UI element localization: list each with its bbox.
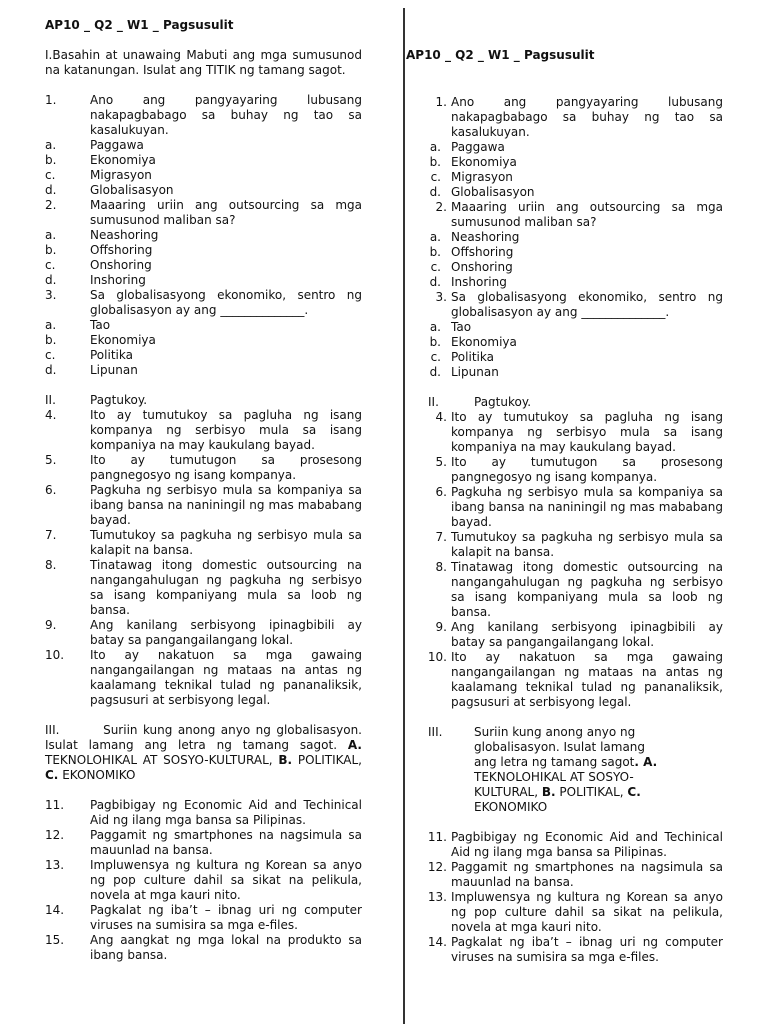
question-item [406, 485, 723, 530]
question-text: Pagbibigay ng Economic Aid and Techinical Aid ng ilang mga bansa sa Pilipinas. [451, 830, 723, 859]
answer-option [45, 138, 362, 153]
question-item [406, 830, 723, 860]
option-text: Politika [451, 350, 494, 364]
answer-option [406, 260, 723, 275]
question-item [406, 410, 723, 455]
question-number: 10. [427, 650, 447, 664]
part3-instruction-right: III. Suriin kung anong anyo ng globalisasyon. Isulat lamang ang letra ng tamang sagot. A. TEKNOLOHIKAL AT SOSYO-KULTURAL, B. POLITIKAL, C. EKONOMIKO [428, 725, 658, 814]
question-item [45, 453, 362, 483]
question-item [406, 455, 723, 485]
answer-option [406, 365, 723, 380]
answer-option [406, 230, 723, 245]
question-number: 1. [45, 93, 57, 107]
question-text: Sa globalisasyong ekonomiko, sentro ng globalisasyon ay ang ______________. [90, 288, 362, 317]
answer-option [45, 183, 362, 198]
answer-option [406, 335, 723, 350]
option-text: Onshoring [451, 260, 513, 274]
question-text: Tinatawag itong domestic outsourcing na nangangahulugan ng pagkuha ng serbisyo sa isang kompaniyang mula sa loob ng bansa. [451, 560, 723, 619]
option-text: Lipunan [90, 363, 138, 377]
question-number: 12. [45, 828, 65, 842]
question-number: 11. [45, 798, 65, 812]
question-number: 4. [435, 410, 447, 424]
option-letter: a. [429, 140, 441, 154]
question-number: 6. [45, 483, 57, 497]
question-item [45, 933, 362, 963]
question-text: Maaaring uriin ang outsourcing sa mga sumusunod maliban sa? [451, 200, 723, 229]
question-text: Ito ay tumutugon sa prosesong pangnegosyo ng isang kompanya. [90, 453, 362, 482]
question-item [45, 198, 362, 228]
question-text: Tumutukoy sa pagkuha ng serbisyo mula sa kalapit na bansa. [451, 530, 723, 559]
option-letter: c. [45, 348, 56, 362]
option-text: Tao [451, 320, 472, 334]
question-text: Ano ang pangyayaring lubusang nakapagbabago sa buhay ng tao sa kasalukuyan. [451, 95, 723, 139]
option-letter: c. [45, 168, 56, 182]
question-number: 4. [45, 408, 57, 422]
part1-questions [45, 93, 362, 378]
question-item [45, 483, 362, 528]
question-number: 14. [427, 935, 447, 949]
question-number: 5. [45, 453, 57, 467]
question-text: Ang kanilang serbisyong ipinagbibili ay batay sa pangangailangang lokal. [451, 620, 723, 649]
question-item [406, 530, 723, 560]
option-letter: d. [429, 365, 441, 379]
question-text: Impluwensya ng kultura ng Korean sa anyo ng pop culture dahil sa sikat na pelikula, novela at mga kauri nito. [451, 890, 723, 934]
option-letter: b. [429, 245, 441, 259]
question-number: 6. [435, 485, 447, 499]
option-letter: b. [45, 333, 57, 347]
option-letter: b. [45, 243, 57, 257]
question-text: Ito ay tumutugon sa prosesong pangnegosyo ng isang kompanya. [451, 455, 723, 484]
question-number: 13. [427, 890, 447, 904]
answer-option [406, 140, 723, 155]
question-text: Tumutukoy sa pagkuha ng serbisyo mula sa kalapit na bansa. [90, 528, 362, 557]
question-item [406, 95, 723, 140]
option-letter: a. [429, 320, 441, 334]
part2-heading: II. Pagtukoy. [45, 393, 148, 407]
question-text: Maaaring uriin ang outsourcing sa mga sumusunod maliban sa? [90, 198, 362, 227]
part3-questions [45, 798, 362, 963]
answer-option [45, 153, 362, 168]
answer-option [45, 318, 362, 333]
question-number: 5. [435, 455, 447, 469]
question-text: Pagkalat ng iba’t – ibnag uri ng computer viruses na sumisira sa mga e-files. [451, 935, 723, 964]
option-text: Inshoring [90, 273, 146, 287]
option-text: Ekonomiya [451, 335, 517, 349]
option-letter: c. [430, 260, 441, 274]
question-item [45, 903, 362, 933]
question-number: 8. [45, 558, 57, 572]
question-number: 2. [45, 198, 57, 212]
answer-option [45, 243, 362, 258]
option-letter: c. [430, 350, 441, 364]
answer-option [406, 350, 723, 365]
answer-option [406, 320, 723, 335]
question-text: Paggamit ng smartphones na nagsimula sa mauunlad na bansa. [451, 860, 723, 889]
column-divider [403, 8, 405, 1024]
question-item [406, 560, 723, 620]
question-number: 13. [45, 858, 65, 872]
answer-option [45, 363, 362, 378]
answer-option [45, 228, 362, 243]
option-letter: d. [429, 275, 441, 289]
question-item [406, 650, 723, 710]
question-number: 11. [427, 830, 447, 844]
answer-option [406, 155, 723, 170]
question-text: Ito ay tumutukoy sa pagluha ng isang kompanya ng serbisyo mula sa isang kompaniya na may kaukulang bayad. [451, 410, 723, 454]
question-text: Ang kanilang serbisyong ipinagbibili ay batay sa pangangailangang lokal. [90, 618, 362, 647]
question-number: 8. [435, 560, 447, 574]
question-number: 3. [435, 290, 447, 304]
question-text: Pagkuha ng serbisyo mula sa kompaniya sa ibang bansa na naniningil ng mas mababang bayad. [90, 483, 362, 527]
option-letter: c. [45, 258, 56, 272]
question-number: 2. [435, 200, 447, 214]
option-text: Lipunan [451, 365, 499, 379]
option-letter: c. [430, 170, 441, 184]
answer-option [45, 333, 362, 348]
option-text: Ekonomiya [90, 153, 156, 167]
option-letter: b. [45, 153, 57, 167]
question-text: Ito ay tumutukoy sa pagluha ng isang kompanya ng serbisyo mula sa isang kompaniya na may kaukulang bayad. [90, 408, 362, 452]
question-text: Impluwensya ng kultura ng Korean sa anyo ng pop culture dahil sa sikat na pelikula, novela at mga kauri nito. [90, 858, 362, 902]
question-item [406, 860, 723, 890]
question-text: Sa globalisasyong ekonomiko, sentro ng globalisasyon ay ang ______________. [451, 290, 723, 319]
option-text: Ekonomiya [451, 155, 517, 169]
question-item [45, 288, 362, 318]
question-item [406, 620, 723, 650]
question-number: 9. [45, 618, 57, 632]
question-number: 15. [45, 933, 65, 947]
question-item [45, 798, 362, 828]
option-text: Neashoring [90, 228, 159, 242]
question-text: Pagbibigay ng Economic Aid and Techinical Aid ng ilang mga bansa sa Pilipinas. [90, 798, 362, 827]
option-text: Offshoring [451, 245, 514, 259]
question-number: 7. [435, 530, 447, 544]
option-text: Tao [90, 318, 111, 332]
part1-questions-right [406, 95, 723, 380]
left-column [45, 18, 362, 963]
question-text: Ang aangkat ng mga lokal na produkto sa ibang bansa. [90, 933, 362, 962]
option-letter: a. [45, 138, 57, 152]
option-text: Politika [90, 348, 133, 362]
option-text: Onshoring [90, 258, 152, 272]
question-item [45, 93, 362, 138]
part2-questions-right [406, 410, 723, 710]
instruction-text: I.Basahin at unawaing Mabuti ang mga sumusunod na katanungan. Isulat ang TITIK ng tamang sagot. [45, 48, 362, 77]
answer-option [45, 273, 362, 288]
part3-instruction: III. Suriin kung anong anyo ng globalisasyon. Isulat lamang ang letra ng tamang sagot. A. TEKNOLOHIKAL AT SOSYO-KULTURAL, B. POLITIKAL, C. EKONOMIKO [45, 723, 362, 782]
part2-heading-right: II. Pagtukoy. [428, 395, 532, 409]
option-letter: d. [45, 273, 57, 287]
option-letter: b. [429, 335, 441, 349]
option-text: Globalisasyon [90, 183, 174, 197]
question-text: Paggamit ng smartphones na nagsimula sa mauunlad na bansa. [90, 828, 362, 857]
question-number: 9. [435, 620, 447, 634]
part2-questions [45, 408, 362, 708]
question-item [406, 890, 723, 935]
option-letter: d. [429, 185, 441, 199]
option-text: Inshoring [451, 275, 507, 289]
option-letter: a. [45, 318, 57, 332]
page-title: AP10 _ Q2 _ W1 _ Pagsusulit [45, 18, 234, 32]
option-text: Globalisasyon [451, 185, 535, 199]
question-number: 3. [45, 288, 57, 302]
option-letter: d. [45, 183, 57, 197]
answer-option [406, 170, 723, 185]
question-item [45, 558, 362, 618]
question-text: Pagkalat ng iba’t – ibnag uri ng computer viruses na sumisira sa mga e-files. [90, 903, 362, 932]
option-text: Migrasyon [451, 170, 513, 184]
answer-option [45, 258, 362, 273]
answer-option [406, 185, 723, 200]
option-text: Ekonomiya [90, 333, 156, 347]
answer-option [406, 245, 723, 260]
question-item [406, 290, 723, 320]
question-item [45, 528, 362, 558]
answer-option [45, 168, 362, 183]
option-text: Paggawa [451, 140, 505, 154]
question-text: Ito ay nakatuon sa mga gawaing nangangailangan ng mataas na antas ng kaalamang teknikal tulad ng pananaliksik, pagsusuri at serbisyong legal. [90, 648, 362, 707]
option-letter: a. [429, 230, 441, 244]
question-item [406, 200, 723, 230]
question-number: 14. [45, 903, 65, 917]
question-item [45, 648, 362, 708]
question-number: 7. [45, 528, 57, 542]
question-text: Ito ay nakatuon sa mga gawaing nangangailangan ng mataas na antas ng kaalamang teknikal tulad ng pananaliksik, pagsusuri at serbisyong legal. [451, 650, 723, 709]
question-text: Tinatawag itong domestic outsourcing na nangangahulugan ng pagkuha ng serbisyo sa isang kompaniyang mula sa loob ng bansa. [90, 558, 362, 617]
page-title-right: AP10 _ Q2 _ W1 _ Pagsusulit [406, 48, 595, 62]
option-letter: b. [429, 155, 441, 169]
option-letter: a. [45, 228, 57, 242]
option-letter: d. [45, 363, 57, 377]
question-number: 10. [45, 648, 65, 662]
question-text: Ano ang pangyayaring lubusang nakapagbabago sa buhay ng tao sa kasalukuyan. [90, 93, 362, 137]
question-text: Pagkuha ng serbisyo mula sa kompaniya sa ibang bansa na naniningil ng mas mababang bayad. [451, 485, 723, 529]
question-item [45, 408, 362, 453]
part3-questions-right [406, 830, 723, 965]
question-item [406, 935, 723, 965]
option-text: Paggawa [90, 138, 144, 152]
option-text: Offshoring [90, 243, 153, 257]
option-text: Neashoring [451, 230, 520, 244]
question-item [45, 618, 362, 648]
question-item [45, 828, 362, 858]
option-text: Migrasyon [90, 168, 152, 182]
answer-option [406, 275, 723, 290]
answer-option [45, 348, 362, 363]
question-number: 1. [435, 95, 447, 109]
question-number: 12. [427, 860, 447, 874]
right-column [406, 48, 723, 965]
question-item [45, 858, 362, 903]
